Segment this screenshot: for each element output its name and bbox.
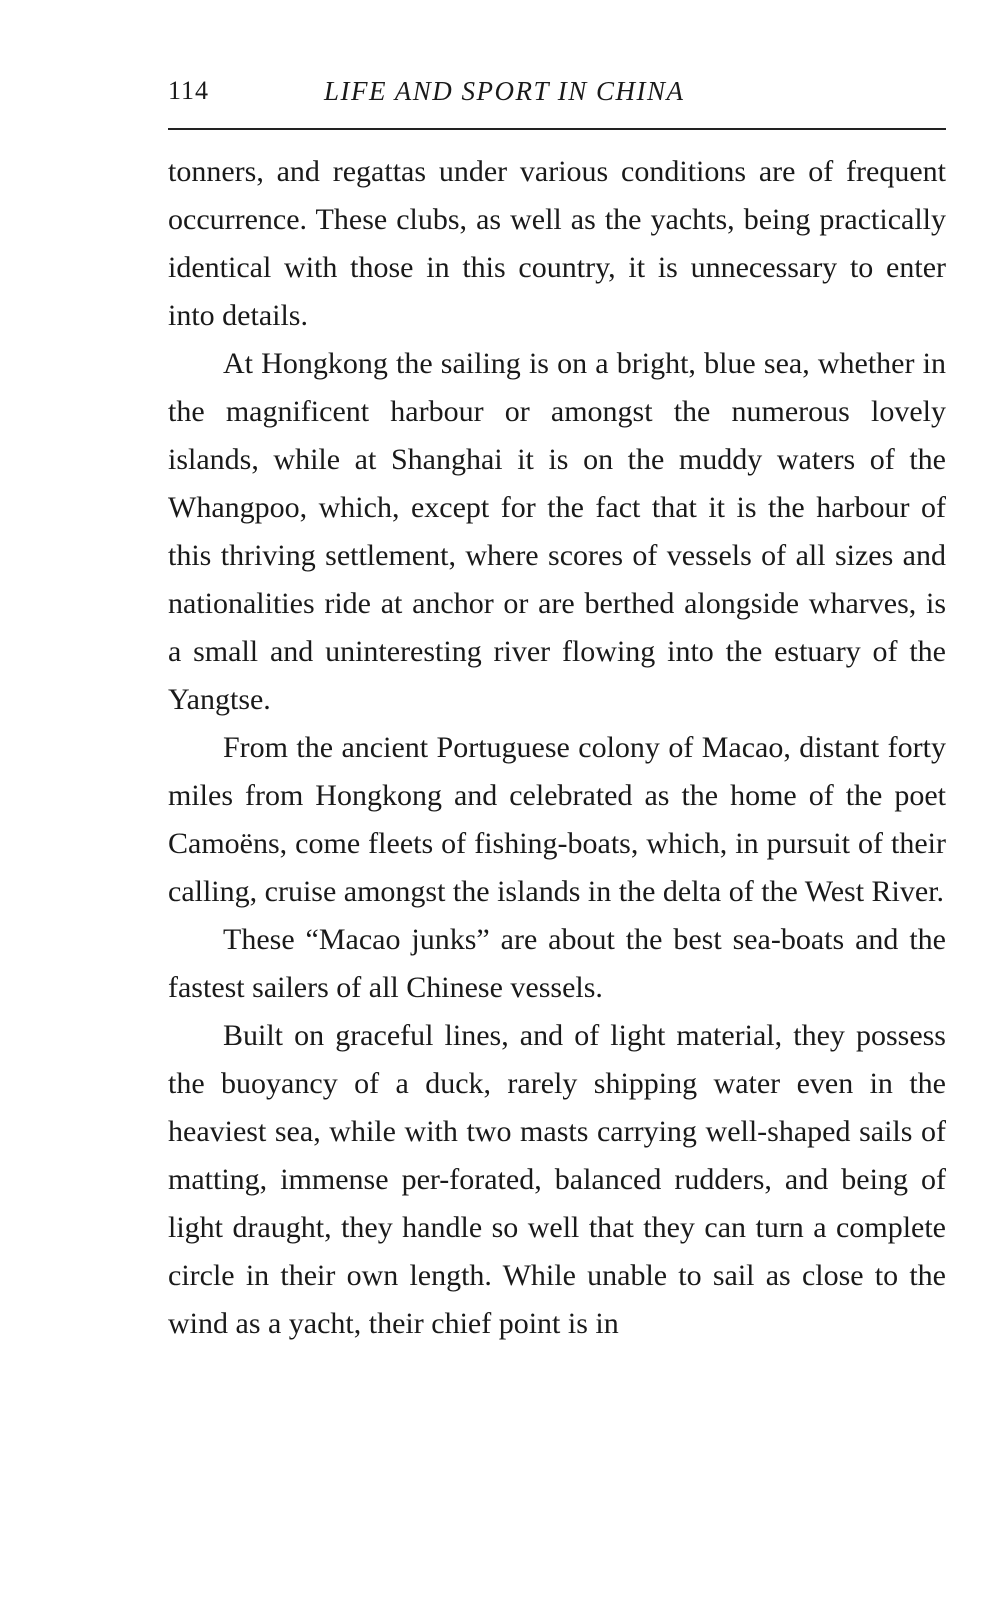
- body-text: [168, 148, 946, 1348]
- header-rule: [168, 128, 946, 130]
- paragraph-hongkong-sailing: At Hongkong the sailing is on a bright, blue sea, whether in the magnificent harbour or amongst the numerous lovely islands, while at Shanghai it is on the muddy waters of the Whangpoo, which, except for the fact that it is the harbour of this thriving settlement, where scores of vessels of all sizes and nationalities ride at anchor or are berthed alongside wharves, is a small and uninteresting river flowing into the estuary of the Yangtse.: [168, 347, 946, 716]
- paragraph-macao-junks: These “Macao junks” are about the best sea-boats and the fastest sailers of all Chinese vessels.: [168, 923, 946, 1004]
- running-head: [168, 76, 946, 116]
- paragraph-macao-fleets: From the ancient Portuguese colony of Macao, distant forty miles from Hongkong and celebrated as the home of the poet Camoëns, come fleets of fishing-boats, which, in pursuit of their calling, cruise amongst the islands in the delta of the West River.: [168, 731, 946, 908]
- paragraph-continued: tonners, and regattas under various conditions are of frequent occurrence. These clubs, as well as the yachts, being practically identical with those in this country, it is unnecessary to enter into details.: [168, 155, 946, 332]
- paragraph-junk-construction: Built on graceful lines, and of light material, they possess the buoyancy of a duck, rarely shipping water even in the heaviest sea, while with two masts carrying well-shaped sails of matting, immense per-forated, balanced rudders, and being of light draught, they handle so well that they can turn a complete circle in their own length. While unable to sail as close to the wind as a yacht, their chief point is in: [168, 1019, 946, 1340]
- running-title: LIFE AND SPORT IN CHINA: [324, 76, 685, 106]
- page-number: 114: [168, 76, 210, 105]
